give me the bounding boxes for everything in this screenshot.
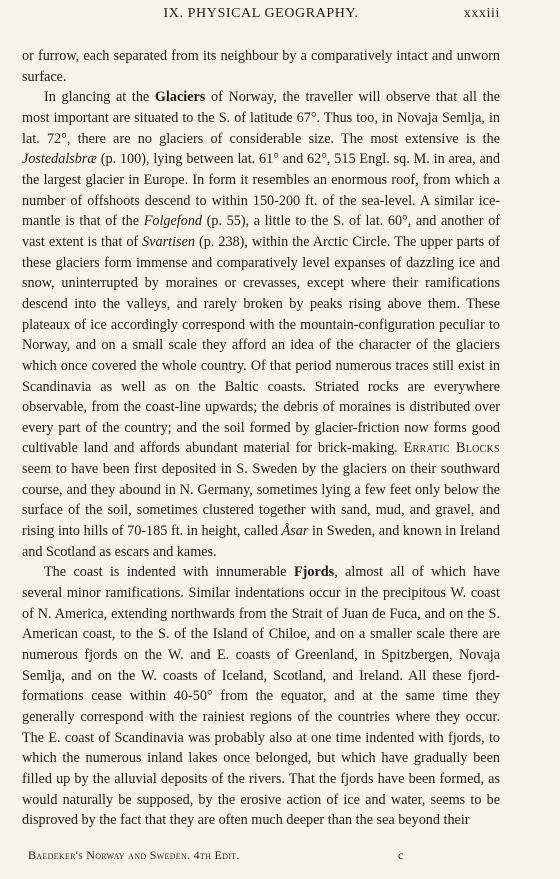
glaciers-text-2: of Norway, the traveller will observe that all the most important are situated to the S. of latitude 67°. Thus too, in Novaja Semlja, in lat. 72°, there are no glaciers of considerable size. The most extensive is the — [22, 89, 500, 147]
glaciers-text-1: In glancing at the — [44, 89, 155, 106]
glaciers-heading: Glaciers — [154, 89, 206, 106]
paragraph-furrow-text: or furrow, each separated from its neighbour by a comparatively intact and unworn surface. — [22, 48, 500, 85]
glaciers-text-4: (p. 55), a little to the S. of lat. 60°, and another of vast extent is that of — [22, 213, 501, 250]
page-number: xxxiii — [463, 6, 500, 21]
body-text — [22, 46, 500, 831]
erratic-blocks-heading: Erratic Blocks — [403, 440, 500, 457]
fjords-text-1: The coast is indented with innumerable — [44, 564, 294, 581]
paragraph-glaciers — [22, 87, 500, 562]
book-page — [22, 6, 500, 831]
footer-source: Baedeker's Norway and Sweden. 4th Edit. — [28, 848, 240, 862]
glaciers-text-5: (p. 238), within the Arctic Circle. The upper parts of these glaciers form immense and comparatively level expanses of dazzling ice and snow, uninterrupted by moraines or crevasses, except where their ramifications descend into the valleys, and rarely broken by peaks rising above them. These plateaux of ice accordingly correspond with the mountain-configuration peculiar to Norway, and on a small scale they afford an idea of the character of the glaciers which once covered the whole country. Of that period numerous traces still exist in Scandinavia as well as on the Baltic coasts. Striated rocks are everywhere observable, from the coast-line upwards; the debris of moraines is distributed over every part of the country; and the soil formed by glacier-friction now forms good cultivable land and affords abundant material for brick-making. — [22, 233, 501, 457]
glaciers-text-6: seem to have been first deposited in S. Sweden by the glaciers on their southward course, and they abound in N. Germany, sometimes lying a few feet only below the surface of the soil, sometimes clustered together with sand, mud, and gravel, and rising into hills of 70-185 ft. in height, called — [22, 461, 500, 540]
paragraph-furrow — [22, 46, 500, 87]
page-footer — [28, 848, 428, 863]
glaciers-text-7: in Sweden, and known in Ireland and Scotland as escars and kames. — [22, 523, 500, 560]
running-header — [22, 6, 500, 28]
folgefond-term: Folgefond — [143, 213, 203, 230]
glaciers-text-3: (p. 100), lying between lat. 61° and 62°, 515 Engl. sq. M. in area, and the largest glacier in Europe. In form it resembles an enormous roof, from which a number of offshoots descend to within 150-200 ft. of the sea-level. A similar ice-mantle is that of the — [22, 151, 500, 230]
fjords-text-2: , almost all of which have several minor ramifications. Similar indentations occur in the precipitous W. coast of N. America, extending northwards from the Strait of Juan de Fuca, and on the S. American coast, to the S. of the Island of Chiloe, and on a smaller scale there are numerous fjords on the W. and E. coasts of Greenland, in Spitzbergen, Novaja Semlja, and on the W. coasts of Iceland, Scotland, and Ireland. All these fjord-formations cease within 40-50° from the equator, and at the same time they generally correspond with the rainiest regions of the countries where they occur. The E. coast of Scandinavia was probably also at one time indented with fjords, to which the numerous inland lakes once belonged, but which have gradually been filled up by the alluvial deposits of the rivers. That the fjords have been formed, as would naturally be supposed, by the erosive action of ice and water, seems to be disproved by the fact that they are often much deeper than the sea beyond their — [22, 564, 500, 829]
svartisen-term: Svartisen — [142, 233, 195, 250]
signature-mark: c — [398, 848, 404, 862]
asar-term: Åsar — [281, 523, 309, 540]
chapter-title: IX. PHYSICAL GEOGRAPHY. — [163, 6, 359, 21]
paragraph-fjords — [22, 562, 500, 831]
jostedalsbrae-term: Jostedalsbræ — [22, 151, 97, 168]
fjords-heading: Fjords — [294, 564, 335, 581]
